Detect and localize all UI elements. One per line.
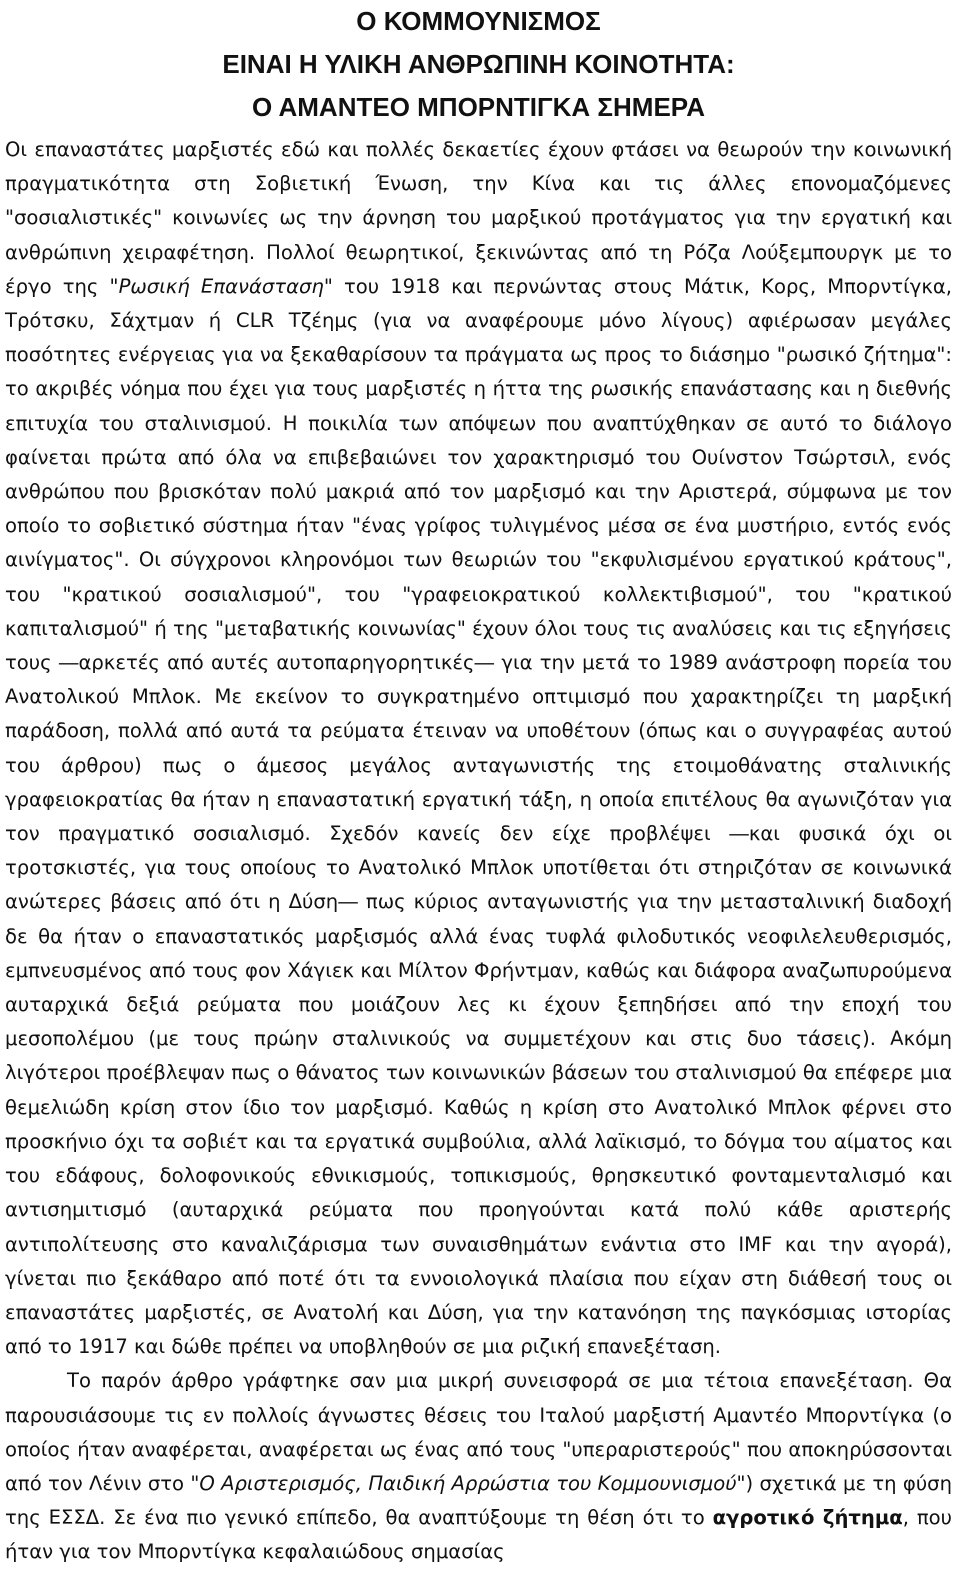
book-title-russian-revolution: Ρωσική Επανάσταση — [118, 274, 324, 298]
emphasis-agrarian-question: αγροτικό ζήτημα — [712, 1506, 903, 1530]
paragraph-2-text-a: Το παρόν άρθρο γράφτηκε σαν μια μικρή συνεισφορά σε μια τέτοια επανεξέταση. Θα παρουσιάσουμε τις εν πολλοίς άγνωστες θέσεις του Ιταλού μαρξιστή Αμαντέο Μπορντίγκα (ο οποίος ήταν αναφέρεται, αναφέρεται ως ένας από τους "υπεραριστερούς" που αποκηρύσσονται από τον Λένιν στο " — [5, 1369, 952, 1495]
paragraph-1-text-b: " του 1918 και περνώντας στους Μάτικ, Κορς, Μπορντίγκα, Τρότσκυ, Σάχτμαν ή CLR Τζέημς (για να αναφέρουμε μόνο λίγους) αφιέρωσαν μεγάλες ποσότητες ενέργειας για να ξεκαθαρίσουν τα πράγματα ως προς το διάσημο "ρωσικό ζήτημα": το ακριβές νόημα που έχει για τους μαρξιστές η ήττα της ρωσικής επανάστασης και η διεθνής επιτυχία του σταλινισμού. Η ποικιλία των απόψεων που αναπτύχθηκαν σε αυτό το διάλογο φαίνεται πρώτα από όλα να επιβεβαιώνει τον χαρακτηρισμό του Ουίνστον Τσώρτσιλ, ενός ανθρώπου που βρισκόταν πολύ μακριά από τον μαρξισμό και την Αριστερά, σύμφωνα με τον οποίο το σοβιετικό σύστημα ήταν "ένας γρίφος τυλιγμένος μέσα σε ένα μυστήριο, εντός ενός αινίγματος". Οι σύγχρονοι κληρονόμοι των θεωριών του "εκφυλισμένου εργατικού κράτους", του "κρατικού σοσιαλισμού", του "γραφειοκρατικού κολλεκτιβισμού", του "κρατικού καπιταλισμού" ή της "μεταβατικής κοινωνίας" έχουν όλοι τους τις αναλύσεις και τις εξηγήσεις τους ―αρκετές από αυτές αυτοπαρηγορητικές― για την μετά το 1989 ανάστροφη πορεία του Ανατολικού Μπλοκ. Με εκείνον το συγκρατημένο οπτιμισμό που χαρακτηρίζει τη μαρξική παράδοση, πολλά από αυτά τα ρεύματα έτειναν να υποθέτουν (όπως και ο συγγραφέας αυτού του άρθρου) πως ο άμεσος μεγάλος ανταγωνιστής της ετοιμοθάνατης σταλινικής γραφειοκρατίας θα ήταν η επαναστατική εργατική τάξη, η οποία επιτέλους θα αγωνιζόταν για τον πραγματικό σοσιαλισμό. Σχεδόν κανείς δεν είχε προβλέψει ―και φυσικά όχι οι τροτσκιστές, για τους οποίους το Ανατολικό Μπλοκ υποτίθεται ότι στηριζόταν σε κοινωνικά ανώτερες βάσεις από ότι η Δύση― πως κύριος ανταγωνιστής για την μετασταλινική διαδοχή δε θα ήταν ο επαναστατικός μαρξισμός αλλά ένας τυφλά φιλοδυτικός νεοφιλελευθερισμός, εμπνευσμένος από τους φον Χάγιεκ και Μίλτον Φρήντμαν, καθώς και διάφορα αναζωπυρούμενα αυταρχικά δεξιά ρεύματα που μοιάζουν λες κι έχουν ξεπηδήσει από την εποχή του μεσοπολέμου (με τους πρώην σταλινικούς να συμμετέχουν και στις δυο τάσεις). Ακόμη λιγότεροι προέβλεψαν πως ο θάνατος των κοινωνικών βάσεων του σταλινισμού θα επέφερε μια θεμελιώδη κρίση στον ίδιο τον μαρξισμό. Καθώς η κρίση στο Ανατολικό Μπλοκ φέρνει στο προσκήνιο όχι τα σοβιέτ και τα εργατικά συμβούλια, αλλά λαϊκισμό, το δόγμα του αίματος και του εδάφους, δολοφονικούς εθνικισμούς, τοπικισμούς, θρησκευτικό φονταμενταλισμό και αντισημιτισμό (αυταρχικά ρεύματα που προηγούνται κατά πολύ κάθε αριστερής αντιπολίτευσης στο καναλιζάρισμα των συναισθημάτων ενάντια στο IMF και την αγορά), γίνεται πιο ξεκάθαρο από ποτέ ότι τα εννοιολογικά πλαίσια που είχαν στη διάθεσή τους οι επαναστάτες μαρξιστές, σε Ανατολή και Δύση, για την κατανόηση της παγκόσμιας ιστορίας από το 1917 και δώθε πρέπει να υποβληθούν σε μια ριζική επανεξέταση. — [5, 274, 953, 1359]
title-line-3: Ο ΑΜΑΝΤΕΟ ΜΠΟΡΝΤΙΓΚΑ ΣΗΜΕΡΑ — [252, 92, 705, 122]
paragraph-2-text-b: ") σχετικά με τη φύση της ΕΣΣΔ. Σε ένα πιο γενικό επίπεδο, θα αναπτύξουμε τη θέση ότι το — [5, 1471, 952, 1530]
body-paragraph-1 — [5, 133, 952, 1364]
title-line-2: ΕΙΝΑΙ Η ΥΛΙΚΗ ΑΝΘΡΩΠΙΝΗ ΚΟΙΝΟΤΗΤΑ: — [222, 49, 735, 79]
paragraph-2-text-c: , που ήταν για τον Μπορντίγκα κεφαλαιώδους σημασίας — [5, 1506, 953, 1564]
document-title — [5, 0, 952, 129]
book-title-left-wing-communism: Ο Αριστερισμός, Παιδική Αρρώστια του Κομμουνισμού — [199, 1471, 737, 1495]
title-line-1: Ο ΚΟΜΜΟΥΝΙΣΜΟΣ — [356, 6, 601, 36]
body-paragraph-2 — [5, 1364, 952, 1569]
paragraph-1-text-a: Οι επαναστάτες μαρξιστές εδώ και πολλές δεκαετίες έχουν φτάσει να θεωρούν την κοινωνική πραγματικότητα στη Σοβιετική Ένωση, την Κίνα και τις άλλες επονομαζόμενες "σοσιαλιστικές" κοινωνίες ως την άρνηση του μαρξικού προτάγματος για την εργατική και ανθρώπινη χειραφέτηση. Πολλοί θεωρητικοί, ξεκινώντας από τη Ρόζα Λούξεμπουργκ με το έργο της " — [5, 138, 952, 298]
